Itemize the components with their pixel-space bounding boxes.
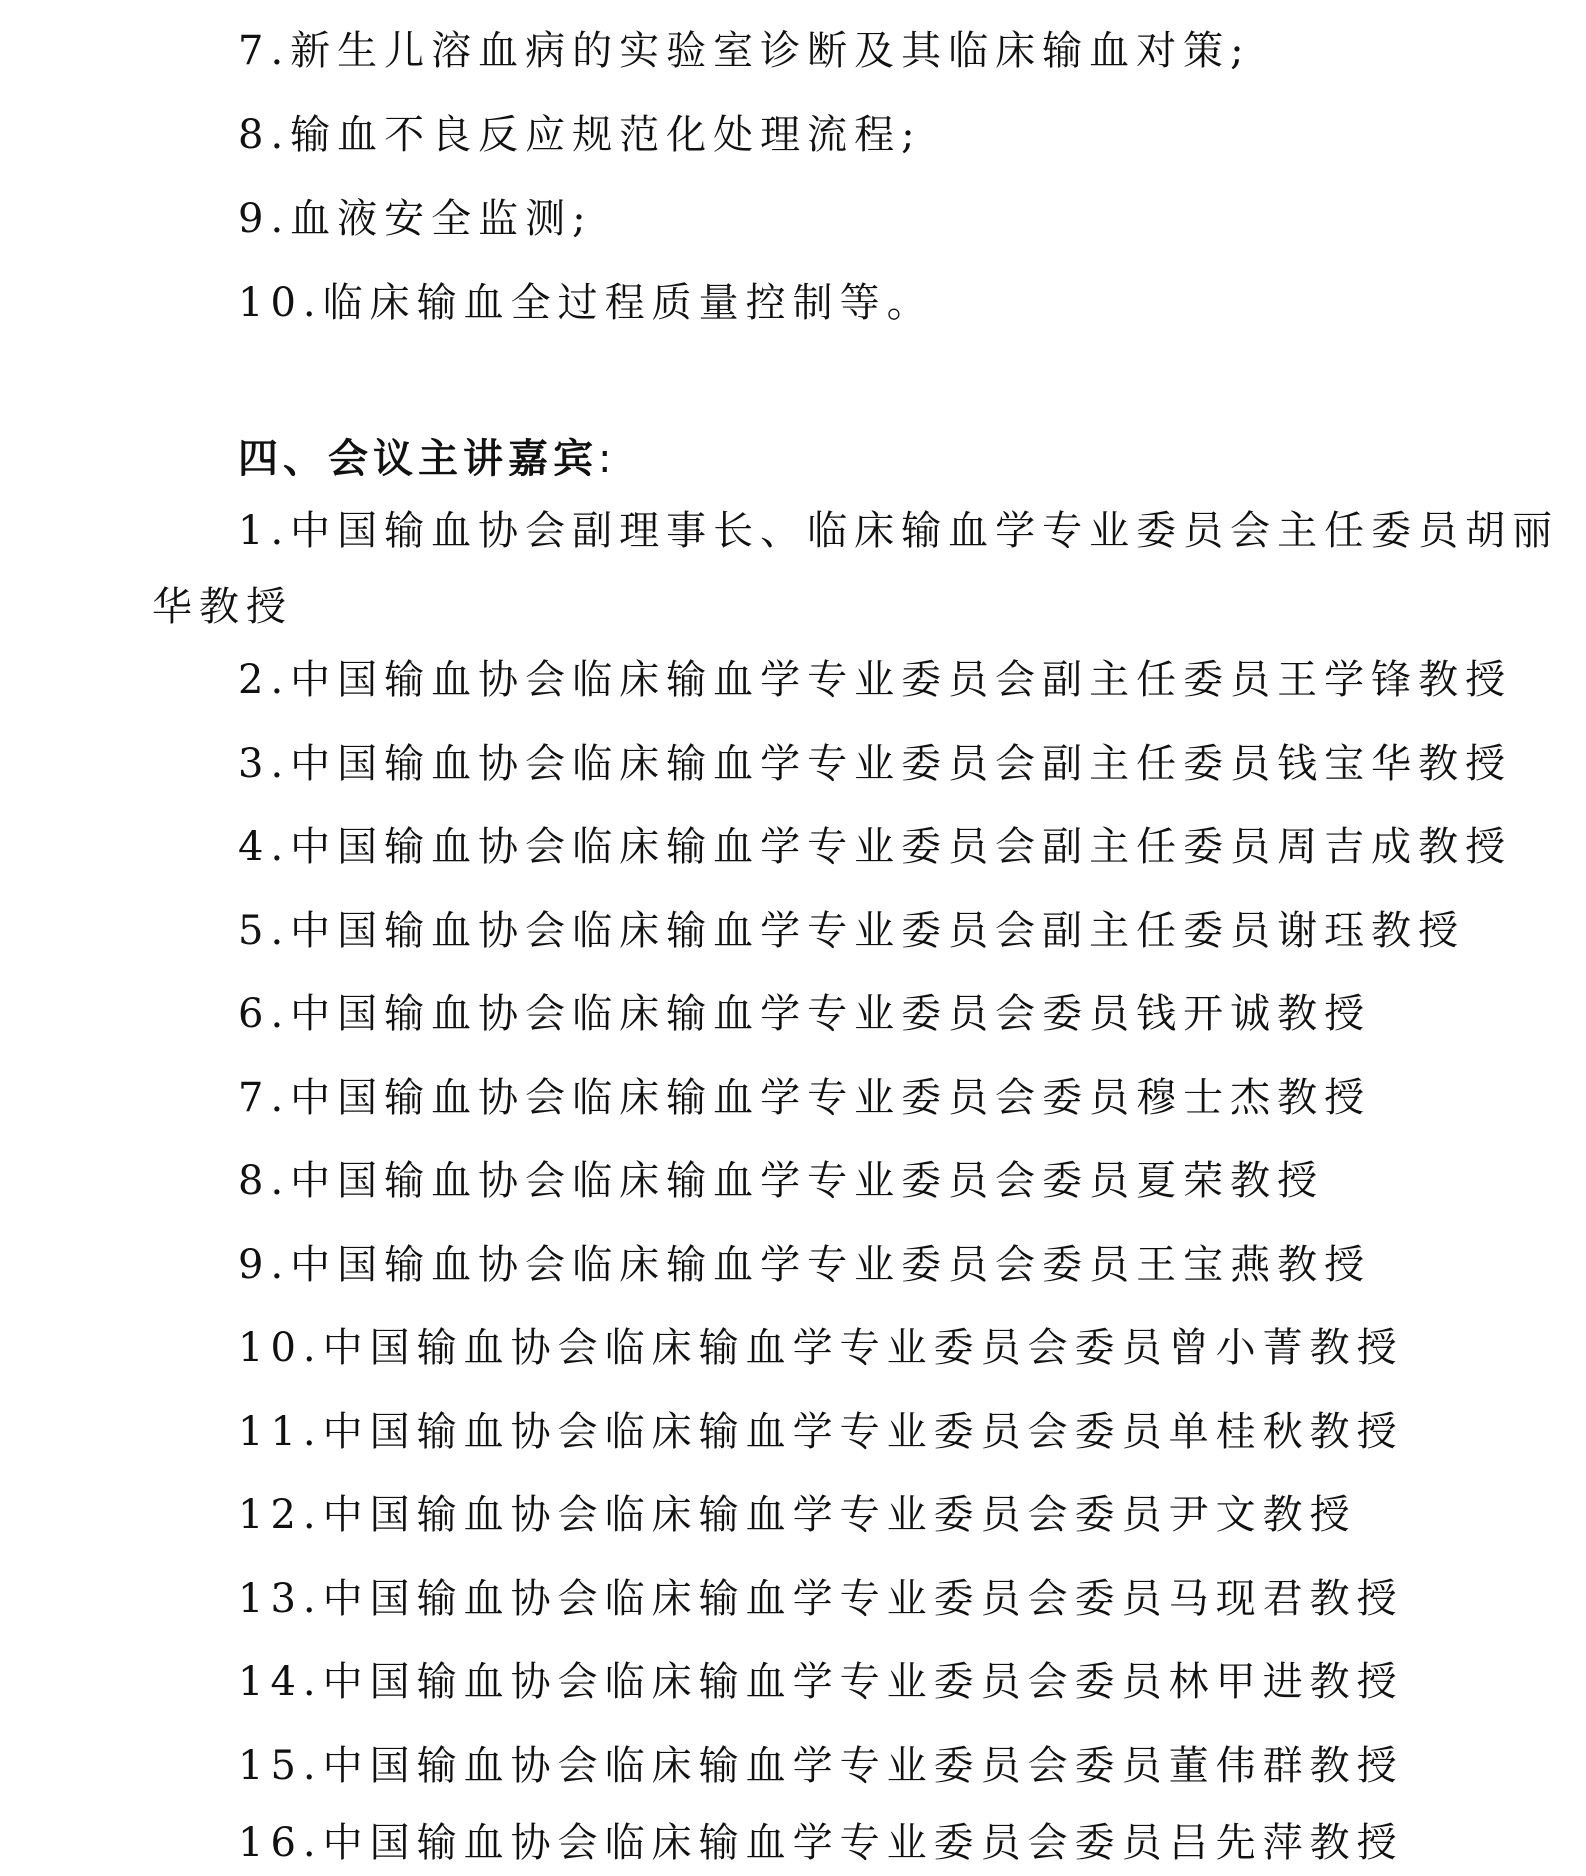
speaker-item-13: 13.中国输血协会临床输血学专业委员会委员马现君教授	[238, 1576, 1404, 1622]
topic-item-9: 9.血液安全监测;	[238, 196, 593, 242]
speaker-item-7: 7.中国输血协会临床输血学专业委员会委员穆士杰教授	[238, 1075, 1372, 1121]
speaker-item-5: 5.中国输血协会临床输血学专业委员会副主任委员谢珏教授	[238, 908, 1466, 954]
speaker-item-8: 8.中国输血协会临床输血学专业委员会委员夏荣教授	[238, 1158, 1325, 1204]
speaker-item-1: 1.中国输血协会副理事长、临床输血学专业委员会主任委员胡丽	[238, 508, 1560, 554]
speaker-item-9: 9.中国输血协会临床输血学专业委员会委员王宝燕教授	[238, 1242, 1372, 1288]
section-heading-colon: :	[598, 436, 617, 482]
topic-item-10: 10.临床输血全过程质量控制等。	[238, 280, 934, 326]
speaker-item-1-continued: 华教授	[152, 584, 293, 630]
speaker-item-3: 3.中国输血协会临床输血学专业委员会副主任委员钱宝华教授	[238, 741, 1513, 787]
topic-item-7: 7.新生儿溶血病的实验室诊断及其临床输血对策;	[238, 28, 1251, 74]
speaker-item-2: 2.中国输血协会临床输血学专业委员会副主任委员王学锋教授	[238, 657, 1513, 703]
speaker-item-16: 16.中国输血协会临床输血学专业委员会委员吕先萍教授	[238, 1820, 1404, 1866]
speaker-item-4: 4.中国输血协会临床输血学专业委员会副主任委员周吉成教授	[238, 824, 1513, 870]
speaker-item-12: 12.中国输血协会临床输血学专业委员会委员尹文教授	[238, 1492, 1357, 1538]
speaker-item-14: 14.中国输血协会临床输血学专业委员会委员林甲进教授	[238, 1659, 1404, 1705]
section-heading-text: 四、会议主讲嘉宾	[238, 436, 598, 482]
topic-item-8: 8.输血不良反应规范化处理流程;	[238, 112, 922, 158]
speaker-item-6: 6.中国输血协会临床输血学专业委员会委员钱开诚教授	[238, 991, 1372, 1037]
speaker-item-11: 11.中国输血协会临床输血学专业委员会委员单桂秋教授	[238, 1409, 1404, 1455]
speaker-item-15: 15.中国输血协会临床输血学专业委员会委员董伟群教授	[238, 1743, 1404, 1789]
speaker-item-10: 10.中国输血协会临床输血学专业委员会委员曾小菁教授	[238, 1325, 1404, 1371]
section-heading	[238, 434, 616, 484]
